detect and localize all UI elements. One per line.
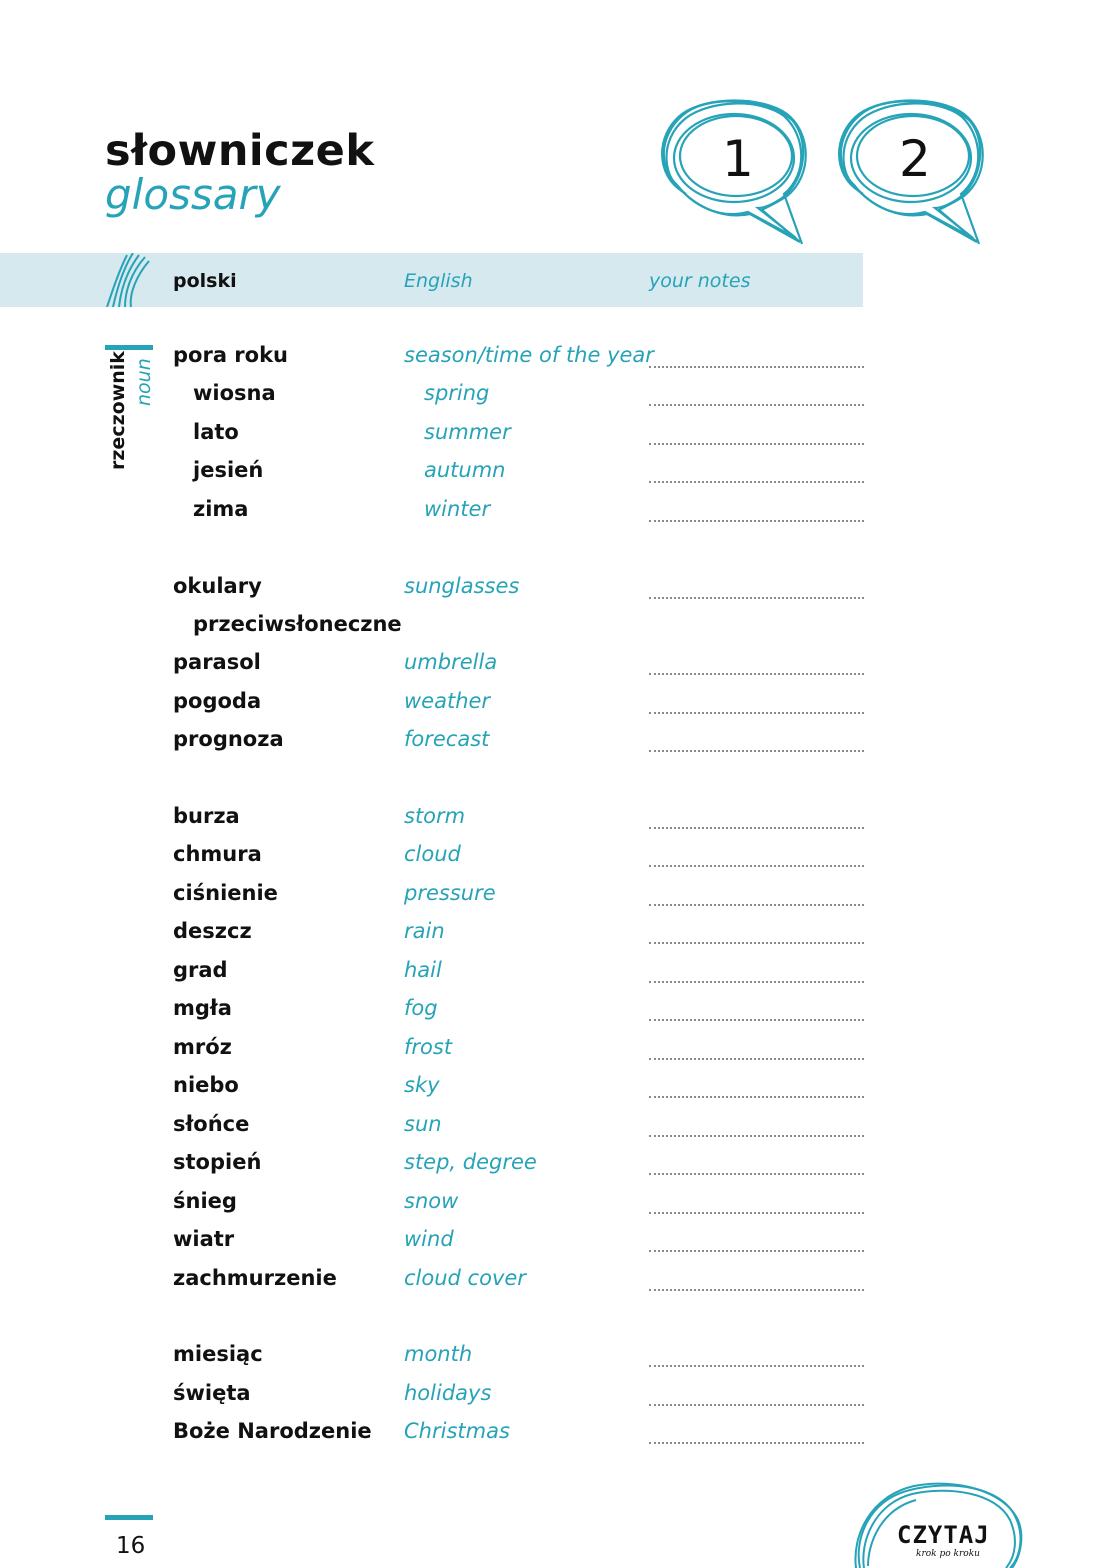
- entry-english: frost: [404, 1035, 453, 1059]
- section-label-english: noun: [133, 358, 155, 406]
- notes-line[interactable]: [649, 597, 864, 599]
- notes-line[interactable]: [649, 1058, 864, 1060]
- notes-line[interactable]: [649, 1250, 864, 1252]
- entry-polish: burza: [173, 804, 240, 828]
- entry-polish: grad: [173, 958, 228, 982]
- entry-english: cloud cover: [404, 1266, 526, 1290]
- notes-line[interactable]: [649, 520, 864, 522]
- entry-polish: mróz: [173, 1035, 232, 1059]
- glossary-entry: [0, 341, 1101, 379]
- glossary-entry: [0, 456, 1101, 494]
- entry-polish: parasol: [173, 650, 261, 674]
- glossary-entry: [0, 687, 1101, 725]
- entry-english: sky: [404, 1073, 440, 1097]
- logo-text: CZYTAJ: [897, 1521, 990, 1549]
- entry-polish: deszcz: [173, 919, 252, 943]
- entry-polish: śnieg: [173, 1189, 237, 1213]
- notes-line[interactable]: [649, 904, 864, 906]
- glossary-entry: [0, 418, 1101, 456]
- glossary-entry: [0, 379, 1101, 417]
- glossary-entry: [0, 1110, 1101, 1148]
- page-subtitle: glossary: [105, 170, 281, 219]
- entry-english: storm: [404, 804, 466, 828]
- entry-english: snow: [404, 1189, 459, 1213]
- notes-line[interactable]: [649, 1404, 864, 1406]
- entry-english: month: [404, 1342, 473, 1366]
- entry-english: umbrella: [404, 650, 498, 674]
- glossary-entry: [0, 1148, 1101, 1186]
- entry-english: pressure: [404, 881, 496, 905]
- entry-polish: chmura: [173, 842, 262, 866]
- glossary-entry: [0, 1071, 1101, 1109]
- notes-line[interactable]: [649, 1442, 864, 1444]
- entry-polish: przeciwsłoneczne: [193, 612, 402, 636]
- entry-polish: słońce: [173, 1112, 250, 1136]
- entry-english: cloud: [404, 842, 461, 866]
- entry-english: rain: [404, 919, 445, 943]
- glossary-entry: [0, 610, 1101, 648]
- entry-polish: święta: [173, 1381, 251, 1405]
- entry-english: autumn: [424, 458, 506, 482]
- entry-english: forecast: [404, 727, 490, 751]
- entry-english: holidays: [404, 1381, 492, 1405]
- logo-tagline: krok po kroku: [916, 1549, 980, 1559]
- notes-line[interactable]: [649, 1096, 864, 1098]
- page-number: 16: [116, 1533, 146, 1559]
- entry-polish: pogoda: [173, 689, 262, 713]
- entry-polish: niebo: [173, 1073, 239, 1097]
- glossary-entry: [0, 879, 1101, 917]
- glossary-entry: [0, 572, 1101, 610]
- entry-polish: prognoza: [173, 727, 284, 751]
- entry-english: sunglasses: [404, 574, 520, 598]
- column-header-polish: polski: [173, 270, 237, 292]
- column-header-english: English: [404, 270, 473, 292]
- notes-line[interactable]: [649, 942, 864, 944]
- notes-line[interactable]: [649, 1212, 864, 1214]
- notes-line[interactable]: [649, 481, 864, 483]
- glossary-entry: [0, 917, 1101, 955]
- entry-polish: stopień: [173, 1150, 262, 1174]
- glossary-entry: [0, 840, 1101, 878]
- glossary-entry: [0, 1264, 1101, 1302]
- notes-line[interactable]: [649, 1135, 864, 1137]
- page-title: słowniczek: [105, 126, 375, 176]
- glossary-entry: [0, 956, 1101, 994]
- entry-polish: jesień: [193, 458, 264, 482]
- notes-line[interactable]: [649, 366, 864, 368]
- entry-polish: zachmurzenie: [173, 1266, 337, 1290]
- glossary-entry: [0, 994, 1101, 1032]
- glossary-entry: [0, 802, 1101, 840]
- notes-line[interactable]: [649, 1019, 864, 1021]
- entry-polish: Boże Narodzenie: [173, 1419, 372, 1443]
- entry-english: Christmas: [404, 1419, 510, 1443]
- notes-line[interactable]: [649, 750, 864, 752]
- entry-english: hail: [404, 958, 442, 982]
- glossary-entry: [0, 495, 1101, 533]
- notes-line[interactable]: [649, 865, 864, 867]
- entry-english: wind: [404, 1227, 454, 1251]
- entry-english: winter: [424, 497, 491, 521]
- entry-english: season/time of the year: [404, 343, 654, 367]
- entry-english: fog: [404, 996, 438, 1020]
- entry-english: summer: [424, 420, 511, 444]
- glossary-entry: [0, 648, 1101, 686]
- bubble-number-1: 1: [722, 130, 754, 188]
- entry-polish: zima: [193, 497, 249, 521]
- glossary-entry: [0, 1340, 1101, 1378]
- entry-english: weather: [404, 689, 491, 713]
- column-header-notes: your notes: [649, 270, 751, 292]
- glossary-entry: [0, 1187, 1101, 1225]
- entry-english: spring: [424, 381, 490, 405]
- notes-line[interactable]: [649, 1365, 864, 1367]
- notes-line[interactable]: [649, 673, 864, 675]
- notes-line[interactable]: [649, 443, 864, 445]
- entry-polish: lato: [193, 420, 239, 444]
- glossary-entry: [0, 1225, 1101, 1263]
- footer-marker: [105, 1515, 153, 1520]
- glossary-entry: [0, 725, 1101, 763]
- glossary-entry: [0, 1417, 1101, 1455]
- notes-line[interactable]: [649, 404, 864, 406]
- notes-line[interactable]: [649, 712, 864, 714]
- notes-line[interactable]: [649, 1289, 864, 1291]
- entry-polish: miesiąc: [173, 1342, 263, 1366]
- entry-polish: okulary: [173, 574, 262, 598]
- notes-line[interactable]: [649, 981, 864, 983]
- entry-english: sun: [404, 1112, 442, 1136]
- notes-line[interactable]: [649, 1173, 864, 1175]
- notes-line[interactable]: [649, 827, 864, 829]
- section-label-polish: rzeczownik: [107, 351, 129, 470]
- glossary-entry: [0, 1379, 1101, 1417]
- entry-polish: wiosna: [193, 381, 276, 405]
- entry-polish: ciśnienie: [173, 881, 278, 905]
- entry-polish: mgła: [173, 996, 232, 1020]
- entry-polish: wiatr: [173, 1227, 235, 1251]
- bubble-number-2: 2: [899, 130, 931, 188]
- entry-polish: pora roku: [173, 343, 288, 367]
- entry-english: step, degree: [404, 1150, 537, 1174]
- glossary-entry: [0, 1033, 1101, 1071]
